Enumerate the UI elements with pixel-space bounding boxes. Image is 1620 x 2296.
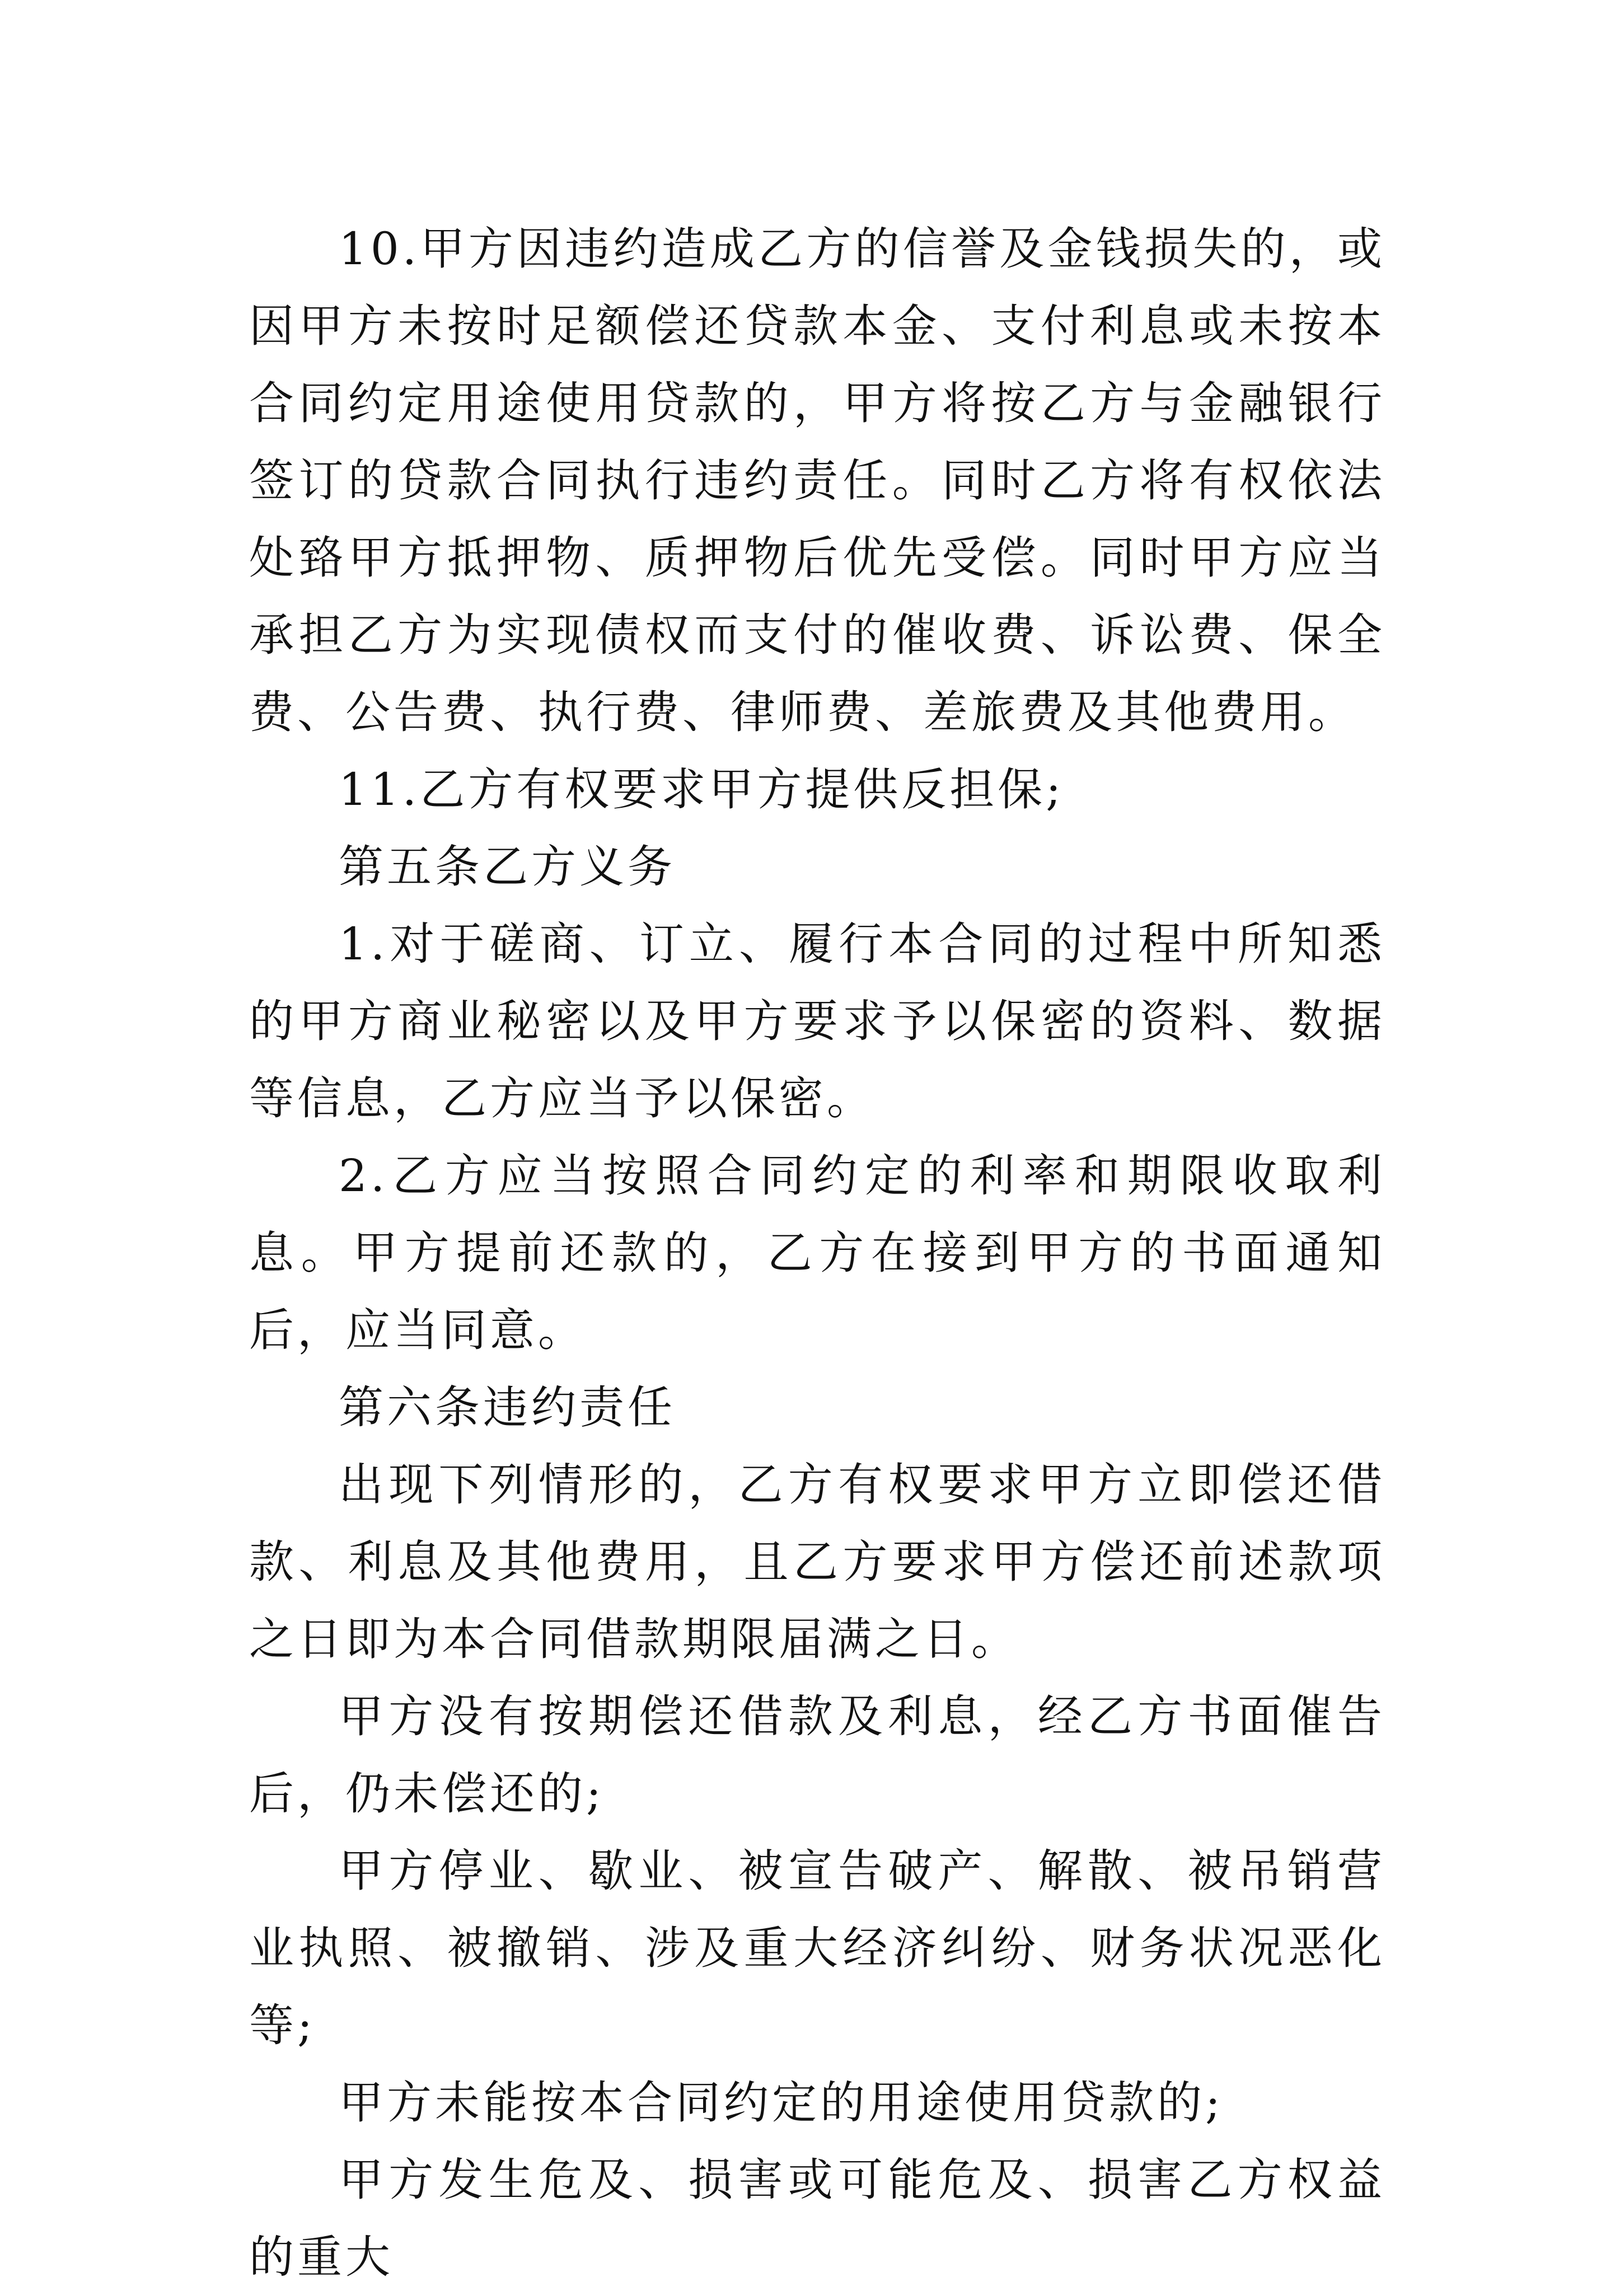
clause-11-paragraph: 11.乙方有权要求甲方提供反担保; bbox=[339, 763, 1065, 816]
clause-10-paragraph: 10.甲方因违约造成乙方的信誉及金钱损失的，或因甲方未按时足额偿还贷款本金、支付利息或未按本合同约定用途使用贷款的，甲方将按乙方与金融银行签订的贷款合同执行违约责任。同时乙方将有权依法处臵甲方抵押物、质押物后优先受偿。同时甲方应当承担乙方为实现债权而支付的催收费、诉讼费、保全费、公告费、执行费、律师费、差旅费及其他费用。 bbox=[249, 223, 1385, 738]
article-5-heading: 第五条乙方义务 bbox=[339, 841, 676, 893]
article-6-intro-paragraph: 出现下列情形的，乙方有权要求甲方立即偿还借款、利息及其他费用，且乙方要求甲方偿还前述款项之日即为本合同借款期限届满之日。 bbox=[249, 1459, 1385, 1665]
article-6-case-4-paragraph: 甲方发生危及、损害或可能危及、损害乙方权益的重大 bbox=[249, 2154, 1385, 2283]
article-5-item-2-paragraph: 2.乙方应当按照合同约定的利率和期限收取利息。甲方提前还款的，乙方在接到甲方的书面通知后，应当同意。 bbox=[249, 1150, 1385, 1356]
article-6-heading: 第六条违约责任 bbox=[339, 1381, 676, 1433]
article-5-item-1-paragraph: 1.对于磋商、订立、履行本合同的过程中所知悉的甲方商业秘密以及甲方要求予以保密的资料、数据等信息，乙方应当予以保密。 bbox=[249, 918, 1385, 1124]
article-6-case-3-paragraph: 甲方未能按本合同约定的用途使用贷款的; bbox=[339, 2077, 1224, 2129]
article-6-case-1-paragraph: 甲方没有按期偿还借款及利息，经乙方书面催告后，仍未偿还的; bbox=[249, 1690, 1385, 1820]
article-6-case-2-paragraph: 甲方停业、歇业、被宣告破产、解散、被吊销营业执照、被撤销、涉及重大经济纠纷、财务状况恶化等; bbox=[249, 1845, 1385, 2051]
contract-text bbox=[249, 210, 1385, 2296]
